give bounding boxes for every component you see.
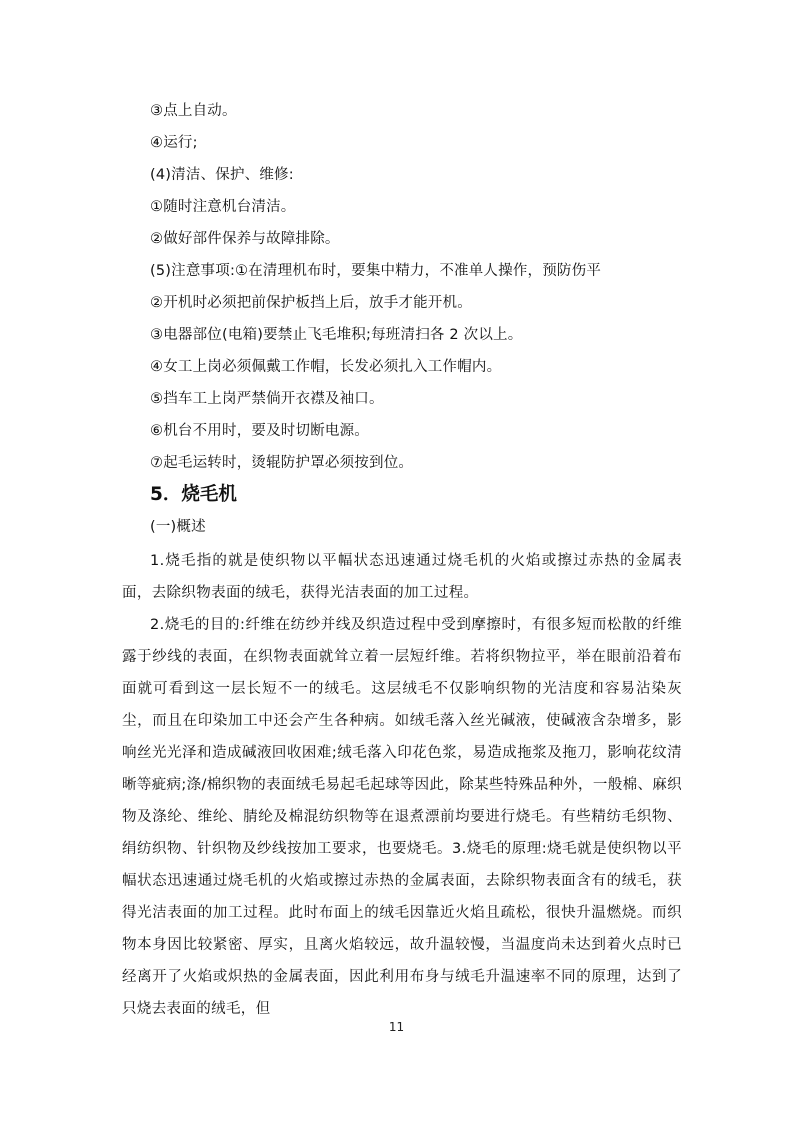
paragraph: 2.烧毛的目的:纤维在纺纱并线及织造过程中受到摩擦时，有很多短而松散的纤维露于纱线的表面，在织物表面就耸立着一层短纤维。若将织物拉平，举在眼前沿着布面就可看到这一层长短不一的绒毛。这层绒毛不仅影响织物的光洁度和容易沾染灰尘，而且在印染加工中还会产生各种病。如绒毛落入丝光碱液，使碱液含杂增多，影响丝光光泽和造成碱液回收困难;绒毛落入印花色浆，易造成拖浆及拖刀，影响花纹清晰等疵病;涤/棉织物的表面绒毛易起毛起球等因此，除某些特殊品种外，一般棉、麻织物及涤纶、维纶、腈纶及棉混纺织物等在退煮漂前均要进行烧毛。有些精纺毛织物、绢纺织物、针织物及纱线按加工要求，也要烧毛。3.烧毛的原理:烧毛就是使织物以平幅状态迅速通过烧毛机的火焰或擦过赤热的金属表面，去除织物表面含有的绒毛，获得光洁表面的加工过程。此时布面上的绒毛因靠近火焰且疏松，很快升温燃烧。而织物本身因比较紧密、厚实，且离火焰较远，故升温较慢，当温度尚未达到着火点时已经离开了火焰或炽热的金属表面，因此利用布身与绒毛升温速率不同的原理，达到了只烧去表面的绒毛，但 (122, 617, 682, 1017)
list-item: ⑤挡车工上岗严禁倘开衣襟及袖口。 (150, 391, 384, 407)
list-item: (5)注意事项:①在清理机布时，要集中精力，不准单人操作，预防伤平 (150, 263, 602, 279)
list-item: ④运行; (150, 135, 198, 151)
list-item: ⑦起毛运转时，烫辊防护罩必须按到位。 (150, 455, 414, 471)
list-item: ④女工上岗必须佩戴工作帽，长发必须扎入工作帽内。 (150, 359, 502, 375)
list-item: ①随时注意机台清洁。 (150, 199, 296, 215)
list-item: ③电器部位(电箱)要禁止飞毛堆积;每班清扫各 2 次以上。 (150, 327, 523, 343)
list-item: (4)清洁、保护、维修: (150, 167, 294, 183)
body-text (122, 545, 682, 1025)
page-number: 11 (388, 1020, 405, 1034)
subsection-label: (一)概述 (150, 519, 206, 535)
paragraph: 1.烧毛指的就是使织物以平幅状态迅速通过烧毛机的火焰或擦过赤热的金属表面，去除织物表面的绒毛，获得光洁表面的加工过程。 (122, 553, 682, 601)
list-item: ⑥机台不用时，要及时切断电源。 (150, 423, 369, 439)
list-item: ②开机时必须把前保护板挡上后，放手才能开机。 (150, 295, 472, 311)
list-item: ②做好部件保养与故障排除。 (150, 231, 340, 247)
list-item: ③点上自动。 (150, 103, 237, 119)
section-heading: 5．烧毛机 (150, 484, 237, 505)
